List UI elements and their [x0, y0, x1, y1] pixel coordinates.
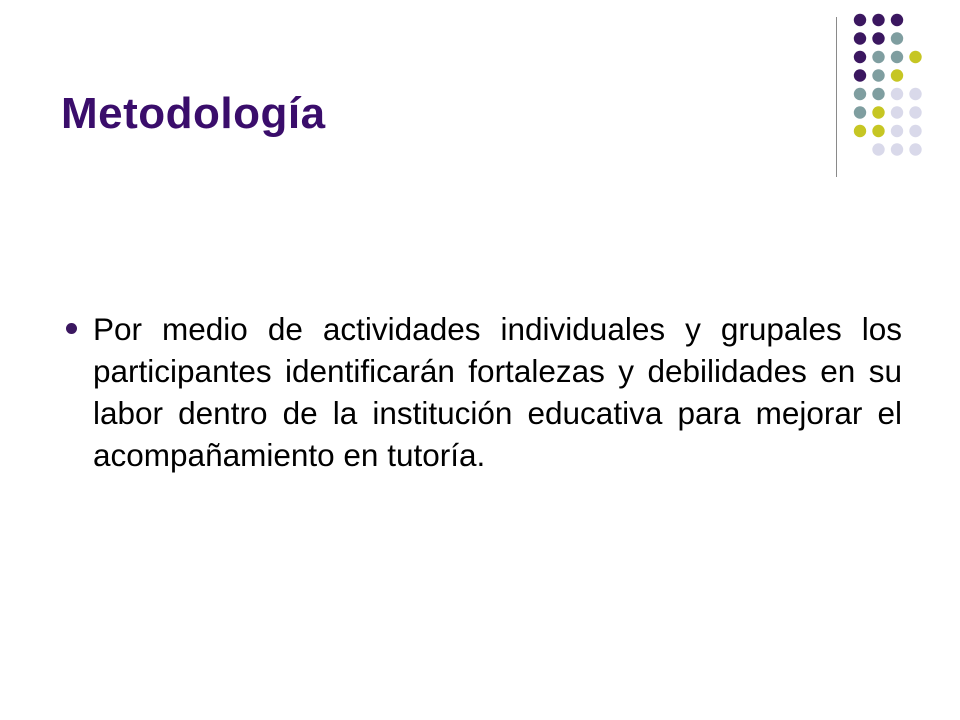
decorative-dot [872, 69, 884, 81]
decorative-dot [909, 88, 921, 100]
decorative-dot [909, 51, 921, 63]
decorative-dot [854, 14, 866, 26]
slide-title: Metodología [61, 89, 326, 138]
decorative-dot [891, 51, 903, 63]
decorative-dot [872, 32, 884, 44]
decorative-dot [872, 106, 884, 118]
decorative-dot [854, 32, 866, 44]
decorative-dot [854, 69, 866, 81]
decorative-dot [872, 88, 884, 100]
decorative-dot [872, 51, 884, 63]
decorative-dot [854, 125, 866, 137]
decorative-dot [891, 106, 903, 118]
decorative-dot [854, 88, 866, 100]
decorative-dot [854, 51, 866, 63]
vertical-divider-line [836, 17, 837, 177]
bullet-list [66, 308, 902, 476]
bullet-item [66, 308, 902, 476]
decorative-dot [891, 69, 903, 81]
decorative-dot [891, 143, 903, 155]
decorative-dot [854, 106, 866, 118]
decorative-dot [872, 143, 884, 155]
decorative-dot [872, 125, 884, 137]
bullet-dot-icon [66, 323, 77, 334]
bullet-text: Por medio de actividades individuales y grupales los participantes identificarán fortalezas y debilidades en su labor dentro de la institución educativa para mejorar el acompañamiento en tutoría. [93, 311, 902, 473]
decorative-dot [909, 125, 921, 137]
decorative-dot [909, 143, 921, 155]
decorative-dot [891, 14, 903, 26]
decorative-dot [891, 88, 903, 100]
decorative-dot [872, 14, 884, 26]
decorative-dot [891, 125, 903, 137]
decorative-dot [891, 32, 903, 44]
decorative-dot [909, 106, 921, 118]
